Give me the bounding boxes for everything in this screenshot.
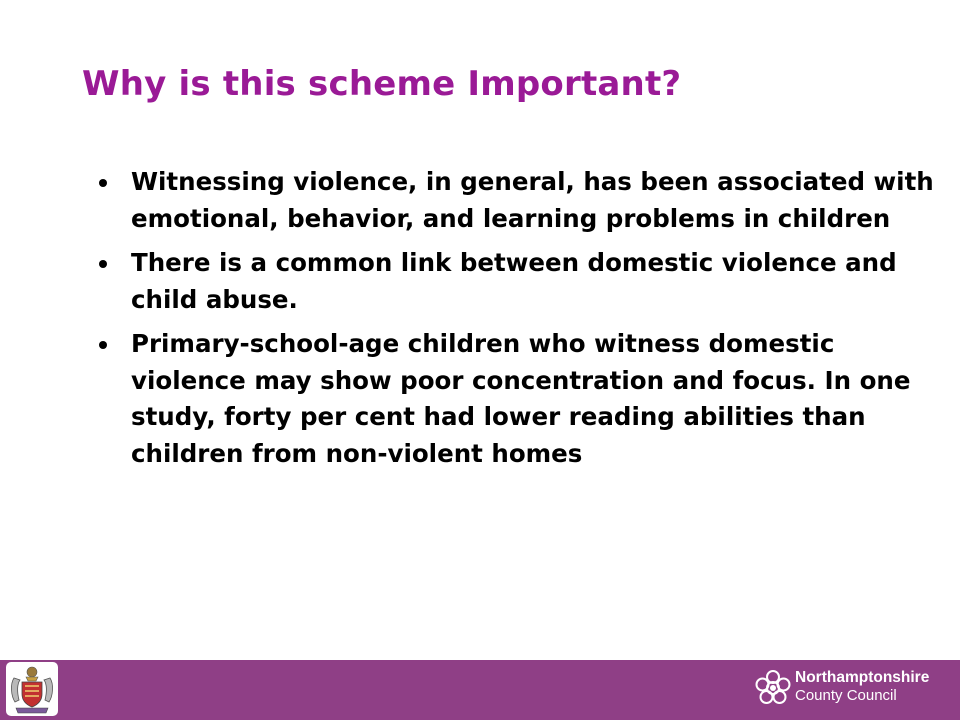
footer-bar xyxy=(0,660,960,720)
coat-of-arms-icon xyxy=(6,662,58,716)
bullet-dot-icon xyxy=(99,260,107,268)
bullet-dot-icon xyxy=(99,341,107,349)
bullet-item xyxy=(92,164,942,237)
bullet-text: Primary-school-age children who witness domestic violence may show poor concentration and focus. In one study, forty per cent had lower reading abilities than children from non-violent homes xyxy=(131,329,911,468)
bullet-dot-icon xyxy=(99,179,107,187)
rose-icon xyxy=(755,669,791,707)
bullet-list xyxy=(92,164,942,480)
council-name-line1: Northamptonshire xyxy=(795,669,930,686)
council-name-line2: County Council xyxy=(795,687,897,704)
bullet-text: There is a common link between domestic violence and child abuse. xyxy=(131,248,897,314)
bullet-text: Witnessing violence, in general, has been associated with emotional, behavior, and learning problems in children xyxy=(131,167,934,233)
slide-title: Why is this scheme Important? xyxy=(82,64,682,104)
council-name xyxy=(795,669,929,705)
bullet-item xyxy=(92,326,942,472)
council-logo xyxy=(755,668,945,712)
crest-logo xyxy=(6,662,58,716)
bullet-item xyxy=(92,245,942,318)
